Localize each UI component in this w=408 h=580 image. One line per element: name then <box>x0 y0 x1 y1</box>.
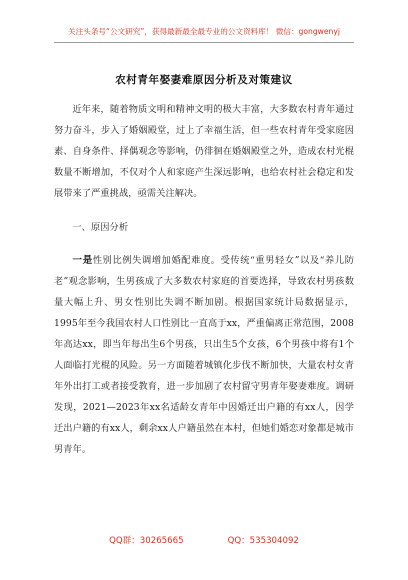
point-lead: 一是 <box>72 255 93 267</box>
intro-paragraph: 近年来，随着物质文明和精神文明的极大丰富，大多数农村青年通过努力奋斗，步入了婚姻殿堂，过上了幸福生活，但一些农村青年受家庭因素、自身条件、择偶观念等影响，仍徘徊在婚姻殿堂之外，造成农村光棍数量不断增加，不仅对个人和家庭产生深远影响，也给农村社会稳定和发展带来了严重挑战，亟需关注解决。 <box>54 104 354 199</box>
document-title: 农村青年娶妻难原因分析及对策建议 <box>115 74 293 86</box>
point-body: 性别比例失调增加婚配难度。受传统“重男轻女”以及“养儿防老”观念影响，生男孩成了大多数农村家庭的首要选择，导致农村男孩数量大幅上升、男女性别比失调不断加剧。根据国家统计局数据显示，1995年至今我国农村人口性别比一直高于xx，严重偏离正常范围，2008年高达xx，即当年每出生6个男孩，只出生5个女孩，6个男孩中将有1个人面临打光棍的风险。另一方面随着城镇化步伐不断加快，大量农村女青年外出打工或者接受教育，进一步加剧了农村留守男青年娶妻难度。调研发现，2021—2023年xx名适龄女青年中因婚迁出户籍的有xx人，因学迁出户籍的有xx人，剩余xx人户籍虽然在本村，但她们婚恋对象都是城市男青年。 <box>54 255 354 455</box>
document-body <box>54 100 354 461</box>
section-heading: 一、原因分析 <box>72 221 129 233</box>
qq-number: QQ：535304092 <box>227 536 299 546</box>
qq-group-number: QQ群：30265665 <box>109 536 184 546</box>
contact-footer <box>0 534 408 546</box>
header-divider <box>54 42 354 43</box>
point-paragraph <box>54 251 354 460</box>
promo-header: 关注头条号“公文研究”，获得最新最全最专业的公文资料库！ 微信：gongwenyj <box>68 27 340 36</box>
